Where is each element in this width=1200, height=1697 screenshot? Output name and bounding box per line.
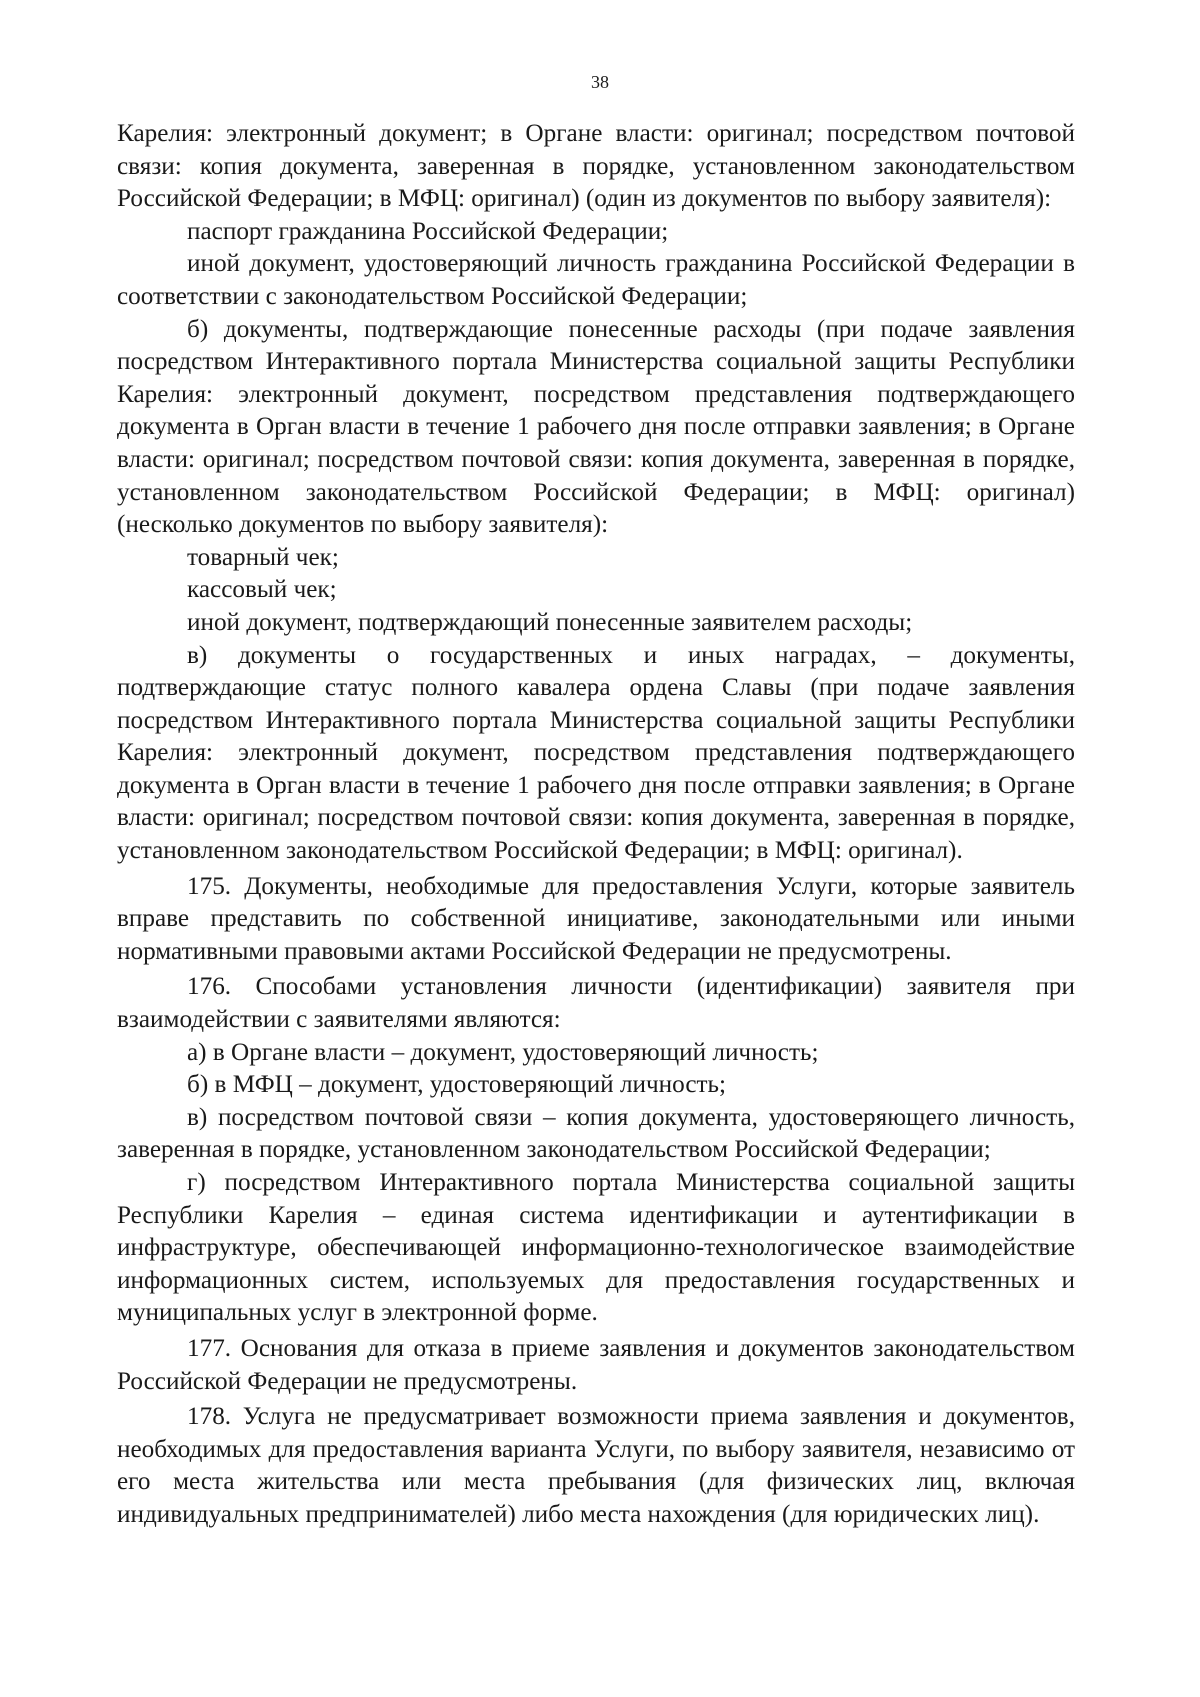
list-item-other-id-document: иной документ, удостоверяющий личность гражданина Российской Федерации в соответствии с законодательством Российской Федерации; [117,250,1075,310]
list-item-176-v: в) посредством почтовой связи – копия документа, удостоверяющего личность, заверенная в порядке, установленном законодательством Российской Федерации; [117,1103,1075,1164]
list-item-cash-receipt: кассовый чек; [187,576,337,604]
document-body [117,118,1075,1532]
list-item-176-g: г) посредством Интерактивного портала Министерства социальной защиты Республики Карелия – единая система идентификации и аутентификации в инфраструктуре, обеспечивающей информационно-технологическое взаимодействие информационных систем, используемых для предоставления государственных и муниципальных услуг в электронной форме. [117,1169,1075,1327]
paragraph-karelia-continuation: Карелия: электронный документ; в Органе власти: оригинал; посредством почтовой связи: копия документа, заверенная в порядке, установленном законодательством Российской Федерации; в МФЦ: оригинал) (один из документов по выбору заявителя): [117,120,1075,213]
paragraph-176: 176. Способами установления личности (идентификации) заявителя при взаимодействии с заявителями являются: [117,973,1075,1034]
paragraph-b-expense-documents: б) документы, подтверждающие понесенные расходы (при подаче заявления посредством Интерактивного портала Министерства социальной защиты Республики Карелия: электронный документ, посредством представления подтверждающего документа в Орган власти в течение 1 рабочего дня после отправки заявления; в Органе власти: оригинал; посредством почтовой связи: копия документа, заверенная в порядке, установленном законодательством Российской Федерации; в МФЦ: оригинал) (несколько документов по выбору заявителя): [117,315,1075,539]
paragraph-v-award-documents: в) документы о государственных и иных наградах, – документы, подтверждающие статус полного кавалера ордена Славы (при подаче заявления посредством Интерактивного портала Министерства социальной защиты Республики Карелия: электронный документ, посредством представления подтверждающего документа в Орган власти в течение 1 рабочего дня после отправки заявления; в Органе власти: оригинал; посредством почтовой связи: копия документа, заверенная в порядке, установленном законодательством Российской Федерации; в МФЦ: оригинал). [117,641,1075,865]
list-item-passport: паспорт гражданина Российской Федерации; [187,217,669,245]
paragraph-178: 178. Услуга не предусматривает возможности приема заявления и документов, необходимых для предоставления варианта Услуги, по выбору заявителя, независимо от его места жительства или места пребывания (для физических лиц, включая индивидуальных предпринимателей) либо места нахождения (для юридических лиц). [117,1403,1075,1528]
page-number: 38 [591,72,609,92]
list-item-other-expense-document: иной документ, подтверждающий понесенные заявителем расходы; [187,608,913,636]
paragraph-175: 175. Документы, необходимые для предоставления Услуги, которые заявитель вправе представить по собственной инициативе, законодательными или иными нормативными правовыми актами Российской Федерации не предусмотрены. [117,872,1075,965]
list-item-176-b: б) в МФЦ – документ, удостоверяющий личность; [187,1071,727,1099]
paragraph-177: 177. Основания для отказа в приеме заявления и документов законодательством Российской Федерации не предусмотрены. [117,1334,1075,1395]
list-item-176-a: а) в Органе власти – документ, удостоверяющий личность; [187,1038,819,1066]
list-item-sales-receipt: товарный чек; [187,543,339,571]
